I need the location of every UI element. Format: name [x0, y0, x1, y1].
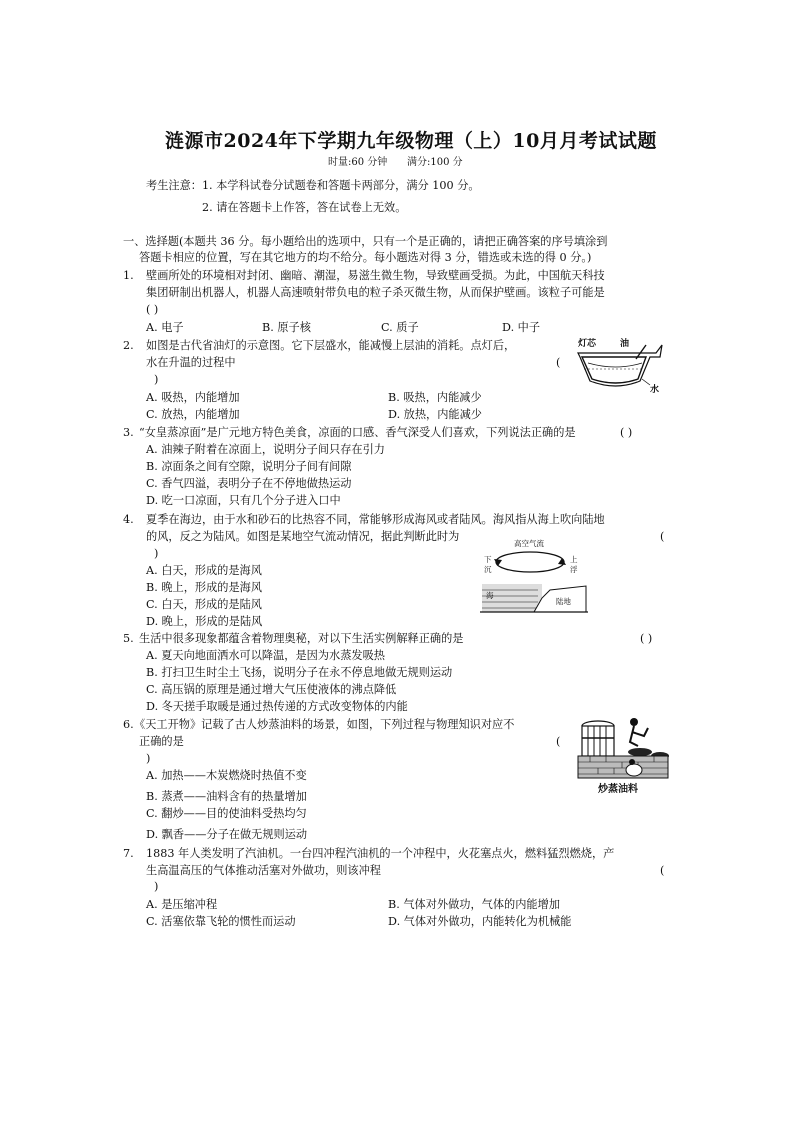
q2-stem-line-1: 如图是古代省油灯的示意图。它下层盛水，能减慢上层油的消耗。点灯后， — [146, 339, 516, 352]
q7-paren-right: ) — [154, 880, 159, 893]
q3-option-a: A. 油辣子附着在凉面上，说明分子间只存在引力 — [146, 443, 385, 456]
q1-option-c: C. 质子 — [381, 321, 419, 334]
q2-option-b: B. 吸热，内能减少 — [388, 391, 482, 404]
q5-answer-paren: ( ) — [640, 632, 653, 645]
illustration-caption: 炒蒸油料 — [598, 784, 638, 795]
q7-option-a: A. 是压缩冲程 — [146, 898, 218, 911]
q6-number: 6. — [123, 718, 134, 731]
q3-answer-paren: ( ) — [620, 426, 633, 439]
section-heading-line-1: 一、选择题(本题共 36 分。每小题给出的选项中，只有一个是正确的，请把正确答案的序号填涂到 — [123, 235, 608, 248]
q5-option-d: D. 冬天搓手取暖是通过热传递的方式改变物体的内能 — [146, 700, 408, 713]
q5-option-c: C. 高压锅的原理是通过增大气压使液体的沸点降低 — [146, 683, 397, 696]
lamp-label-oil: 油 — [620, 339, 630, 349]
q3-stem-line-1: “女皇蒸凉面”是广元地方特色美食，凉面的口感、香气深受人们喜欢，下列说法正确的是 — [139, 426, 576, 439]
q5-option-b: B. 打扫卫生时尘土飞扬，说明分子在永不停息地做无规则运动 — [146, 666, 453, 679]
q2-stem-line-2: 水在升温的过程中 — [146, 356, 236, 369]
q1-stem-line-1: 壁画所处的环境相对封闭、幽暗、潮湿，易滋生微生物，导致壁画受损。为此，中国航天科技 — [146, 269, 605, 282]
q5-stem-line-1: 生活中很多现象都蕴含着物理奥秘，对以下生活实例解释正确的是 — [139, 632, 464, 645]
air-label-down-1: 下 — [484, 555, 492, 564]
section-heading-line-2: 答题卡相应的位置，写在其它地方的均不给分。每小题选对得 3 分，错选或未选的得 0 分。) — [139, 251, 592, 264]
frying-oilseed-illustration — [576, 716, 672, 794]
q6-option-b: B. 蒸煮——油料含有的热量增加 — [146, 790, 307, 803]
air-flow-figure — [478, 538, 590, 616]
q1-stem-line-2: 集团研制出机器人，机器人高速喷射带负电的粒子杀灭微生物，从而保护壁画。该粒子可能是 — [146, 286, 605, 299]
q1-option-a: A. 电子 — [146, 321, 184, 334]
air-label-up-2: 浮 — [570, 565, 578, 574]
notice-line-2: 2. 请在答题卡上作答，答在试卷上无效。 — [202, 201, 407, 214]
air-label-down-2: 沉 — [484, 565, 492, 574]
q4-paren-left: ( — [660, 530, 665, 543]
notice-line-1: 考生注意：1. 本学科试卷分试题卷和答题卡两部分，满分 100 分。 — [146, 179, 480, 192]
q5-number: 5. — [123, 632, 134, 645]
q7-number: 7. — [123, 847, 134, 860]
air-label-land: 陆地 — [556, 597, 571, 606]
q7-option-c: C. 活塞依靠飞轮的惯性而运动 — [146, 915, 296, 928]
q4-option-d: D. 晚上，形成的是陆风 — [146, 615, 263, 628]
q7-stem-line-1: 1883 年人类发明了汽油机。一台四冲程汽油机的一个冲程中，火花塞点火，燃料猛烈燃烧，产 — [146, 847, 615, 860]
q6-paren-left: ( — [556, 735, 561, 748]
q3-option-d: D. 吃一口凉面，只有几个分子进入口中 — [146, 494, 341, 507]
q4-stem-line-1: 夏季在海边，由于水和砂石的比热容不同，常能够形成海风或者陆风。海风指从海上吹向陆地 — [146, 513, 605, 526]
q2-option-d: D. 放热，内能减少 — [388, 408, 482, 421]
oil-lamp-figure — [576, 335, 666, 397]
q3-option-b: B. 凉面条之间有空隙，说明分子间有间隙 — [146, 460, 352, 473]
q3-option-c: C. 香气四溢，表明分子在不停地做热运动 — [146, 477, 352, 490]
q7-stem-line-2: 生高温高压的气体推动活塞对外做功，则该冲程 — [146, 864, 381, 877]
q2-paren-left: ( — [556, 356, 561, 369]
q4-stem-line-2: 的风，反之为陆风。如图是某地空气流动情况，据此判断此时为 — [146, 530, 460, 543]
q6-option-a: A. 加热——木炭燃烧时热值不变 — [146, 769, 307, 782]
page-title: 涟源市2024年下学期九年级物理（上）10月月考试试题 — [165, 130, 657, 152]
exam-time: 时量:60 分钟 — [328, 157, 388, 168]
q7-paren-left: ( — [660, 864, 665, 877]
q2-option-c: C. 放热，内能增加 — [146, 408, 240, 421]
q1-answer-paren: ( ) — [146, 303, 159, 316]
q4-paren-right: ) — [154, 547, 159, 560]
q4-option-c: C. 白天，形成的是陆风 — [146, 598, 262, 611]
q4-option-b: B. 晚上，形成的是海风 — [146, 581, 263, 594]
q6-option-d: D. 飘香——分子在做无规则运动 — [146, 828, 308, 841]
q7-option-b: B. 气体对外做功，气体的内能增加 — [388, 898, 560, 911]
q3-number: 3. — [123, 426, 134, 439]
q4-number: 4. — [123, 513, 134, 526]
q7-option-d: D. 气体对外做功，内能转化为机械能 — [388, 915, 572, 928]
q1-number: 1. — [123, 269, 134, 282]
q5-option-a: A. 夏天向地面洒水可以降温，是因为水蒸发吸热 — [146, 649, 385, 662]
lamp-label-water: 水 — [650, 385, 660, 395]
q2-paren-right: ) — [154, 373, 159, 386]
air-label-top: 高空气流 — [514, 539, 544, 548]
q4-option-a: A. 白天，形成的是海风 — [146, 564, 262, 577]
q6-option-c: C. 翻炒——目的使油料受热均匀 — [146, 807, 307, 820]
q1-option-d: D. 中子 — [502, 321, 541, 334]
q1-option-b: B. 原子核 — [262, 321, 311, 334]
air-label-up-1: 上 — [570, 555, 578, 564]
exam-score: 满分:100 分 — [407, 157, 463, 168]
lamp-label-wick: 灯芯 — [578, 339, 597, 349]
q2-option-a: A. 吸热，内能增加 — [146, 391, 240, 404]
air-label-sea: 海 — [486, 591, 494, 600]
q6-stem-line-2: 正确的是 — [139, 735, 184, 748]
q2-number: 2. — [123, 339, 134, 352]
q6-stem-line-1: 《天工开物》记载了古人炒蒸油料的场景，如图，下列过程与物理知识对应不 — [134, 718, 515, 731]
q6-paren-right: ) — [146, 752, 151, 765]
